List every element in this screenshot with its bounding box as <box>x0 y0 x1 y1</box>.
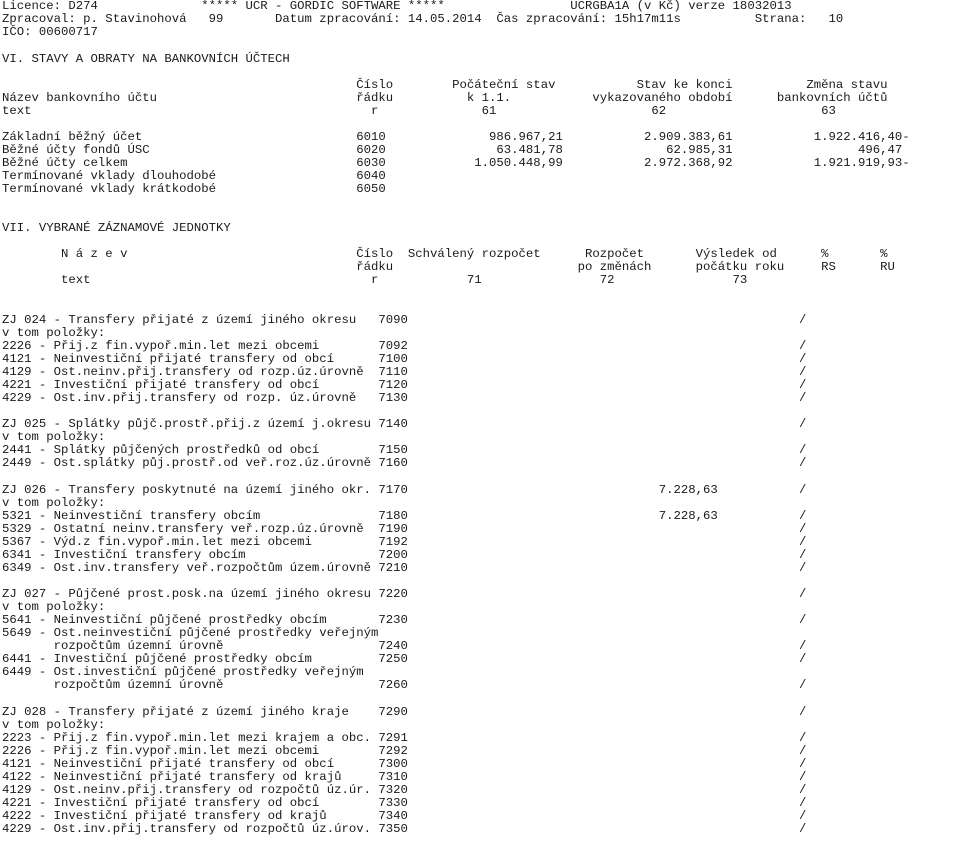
section-vi-row: Běžné účty celkem 6030 1.050.448,99 2.972.368,92 1.921.919,93- <box>2 156 910 170</box>
zj-row: 4121 - Neinvestiční přijaté transfery od obcí 7300 / <box>2 757 807 771</box>
section-vi-header-row3: text r 61 62 63 <box>2 104 836 118</box>
section-vi-title: VI. STAVY A OBRATY NA BANKOVNÍCH ÚČTECH <box>2 52 290 66</box>
zj-row: 5641 - Neinvestiční půjčené prostředky obcím 7230 / <box>2 613 807 627</box>
zj-row: 5649 - Ost.neinvestiční půjčené prostředky veřejným <box>2 626 379 640</box>
zj-row: 5321 - Neinvestiční transfery obcím 7180 7.228,63 / <box>2 509 807 523</box>
zj-row: 2441 - Splátky půjčených prostředků od obcí 7150 / <box>2 443 807 457</box>
zj-row: 4129 - Ost.neinv.přij.transfery od rozpočtů úz.úr. 7320 / <box>2 783 807 797</box>
zj-row: 2449 - Ost.splátky půj.prostř.od veř.roz.úz.úrovně 7160 / <box>2 456 807 470</box>
section-vii-title: VII. VYBRANÉ ZÁZNAMOVÉ JEDNOTKY <box>2 221 231 235</box>
zj-row: 4221 - Investiční přijaté transfery od obcí 7330 / <box>2 796 807 810</box>
zj-row: rozpočtům územní úrovně 7240 / <box>2 639 807 653</box>
zj-row: v tom položky: <box>2 430 106 444</box>
zj-row: 4129 - Ost.neinv.přij.transfery od rozp.úz.úrovně 7110 / <box>2 365 807 379</box>
zj-row: 2226 - Přij.z fin.vypoř.min.let mezi obcemi 7092 / <box>2 339 807 353</box>
zj-row: 5367 - Výd.z fin.vypoř.min.let mezi obcemi 7192 / <box>2 535 807 549</box>
zj-row: ZJ 027 - Půjčené prost.posk.na území jiného okresu 7220 / <box>2 587 807 601</box>
zj-row: ZJ 025 - Splátky půjč.prostř.přij.z území j.okresu 7140 / <box>2 417 807 431</box>
zj-row: v tom položky: <box>2 718 106 732</box>
section-vi-row: Termínované vklady dlouhodobé 6040 <box>2 169 386 183</box>
zj-row: 4121 - Neinvestiční přijaté transfery od obcí 7100 / <box>2 352 807 366</box>
header-processing-line: Zpracoval: p. Stavinohová 99 Datum zpracování: 14.05.2014 Čas zpracování: 15h17m11s Strana: 10 <box>2 12 844 26</box>
zj-row: 6449 - Ost.investiční půjčené prostředky veřejným <box>2 665 364 679</box>
zj-row: 4122 - Neinvestiční přijaté transfery od krajů 7310 / <box>2 770 807 784</box>
section-vi-header-row2: Název bankovního účtu řádku k 1.1. vykazovaného období bankovních účtů <box>2 91 888 105</box>
zj-row: v tom položky: <box>2 496 106 510</box>
zj-row: 4229 - Ost.inv.přij.transfery od rozp. úz.úrovně 7130 / <box>2 391 807 405</box>
section-vii-header-row1: N á z e v Číslo Schválený rozpočet Rozpočet Výsledek od % % <box>2 247 888 261</box>
zj-row: 2226 - Přij.z fin.vypoř.min.let mezi obcemi 7292 / <box>2 744 807 758</box>
zj-row: rozpočtům územní úrovně 7260 / <box>2 678 807 692</box>
zj-row: 4221 - Investiční přijaté transfery od obcí 7120 / <box>2 378 807 392</box>
zj-row: v tom položky: <box>2 326 106 340</box>
zj-row: 2223 - Přij.z fin.vypoř.min.let mezi krajem a obc. 7291 / <box>2 731 807 745</box>
zj-row: 6441 - Investiční půjčené prostředky obcím 7250 / <box>2 652 807 666</box>
zj-row: ZJ 028 - Transfery přijaté z území jiného kraje 7290 / <box>2 705 807 719</box>
section-vi-row: Termínované vklady krátkodobé 6050 <box>2 182 386 196</box>
zj-row: 4222 - Investiční přijaté transfery od krajů 7340 / <box>2 809 807 823</box>
section-vi-row: Běžné účty fondů ÚSC 6020 63.481,78 62.985,31 496,47 <box>2 143 903 157</box>
header-licence-line: Licence: D274 ***** UCR - GORDIC SOFTWARE ***** UCRGBA1A (v Kč) verze 18032013 <box>2 0 792 13</box>
section-vii-header-row3: text r 71 72 73 <box>2 273 748 287</box>
zj-row: 4229 - Ost.inv.přij.transfery od rozpočtů úz.úrov. 7350 / <box>2 822 807 836</box>
section-vi-header-row1: Číslo Počáteční stav Stav ke konci Změna stavu <box>2 78 888 92</box>
zj-row: 5329 - Ostatní neinv.transfery veř.rozp.úz.úrovně 7190 / <box>2 522 807 536</box>
header-ico-line: IČO: 00600717 <box>2 25 98 39</box>
section-vi-row: Základní běžný účet 6010 986.967,21 2.909.383,61 1.922.416,40- <box>2 130 910 144</box>
zj-row: 6349 - Ost.inv.transfery veř.rozpočtům územ.úrovně 7210 / <box>2 561 807 575</box>
zj-row: 6341 - Investiční transfery obcím 7200 / <box>2 548 807 562</box>
section-vii-header-row2: řádku po změnách počátku roku RS RU <box>2 260 895 274</box>
zj-row: ZJ 026 - Transfery poskytnuté na území jiného okr. 7170 7.228,63 / <box>2 483 807 497</box>
zj-row: ZJ 024 - Transfery přijaté z území jiného okresu 7090 / <box>2 313 807 327</box>
zj-row: v tom položky: <box>2 600 106 614</box>
